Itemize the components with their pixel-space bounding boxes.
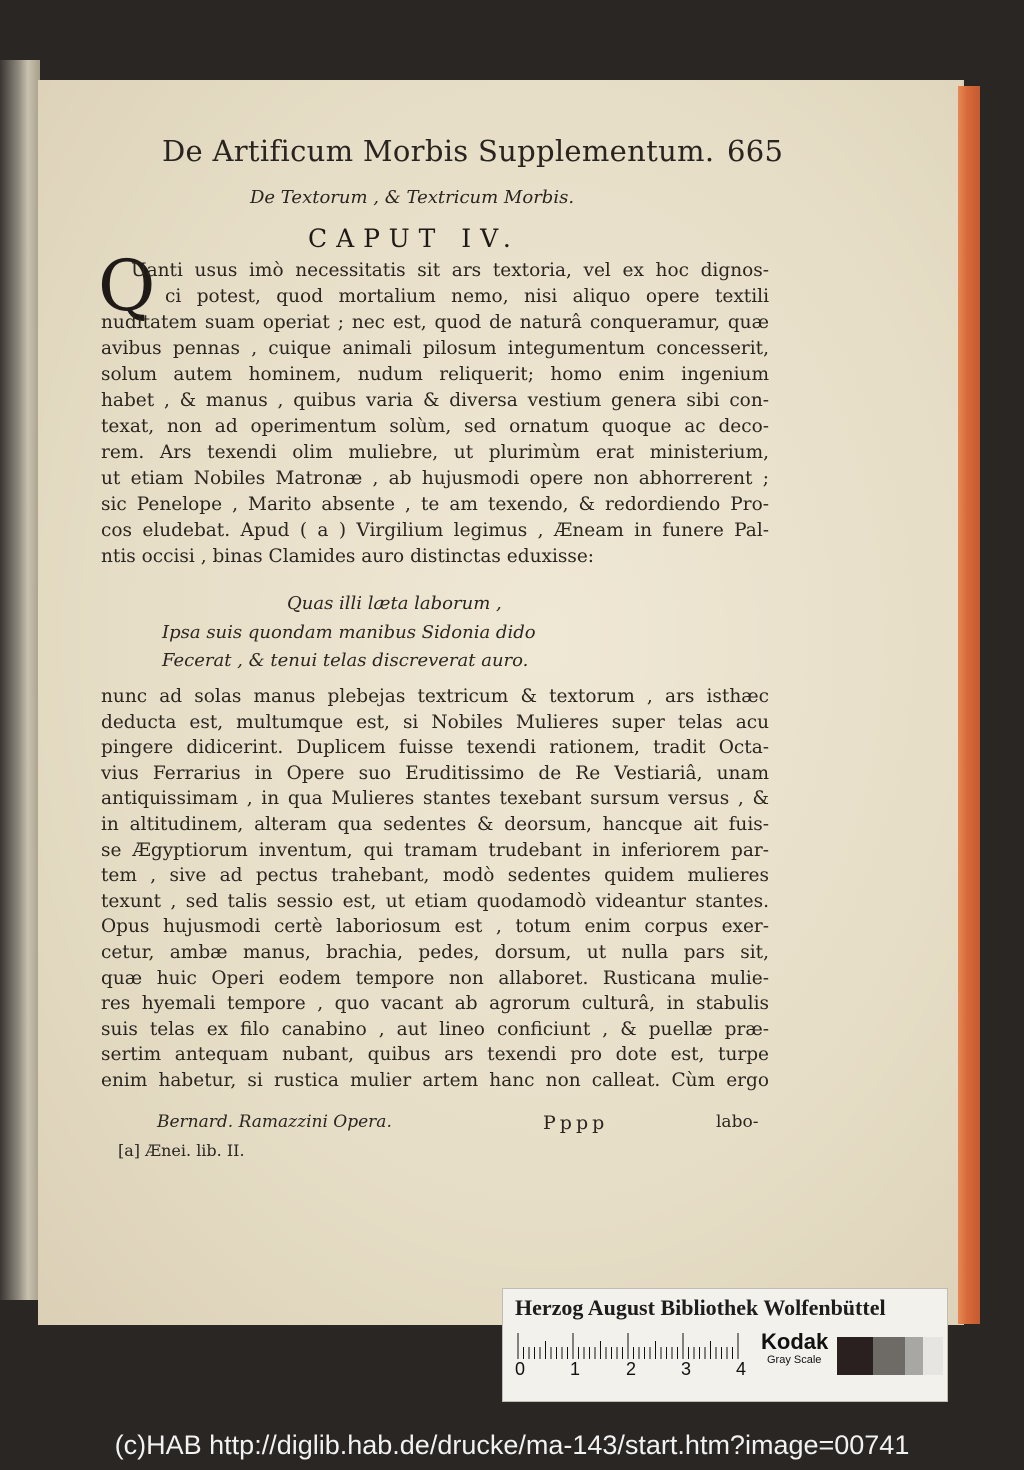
library-name: Herzog August Bibliothek Wolfenbüttel	[515, 1295, 886, 1320]
page-fore-edge	[958, 86, 980, 1324]
verse-line: Fecerat , & tenui telas discreverat auro.	[162, 650, 529, 671]
paragraph-2	[101, 684, 769, 1094]
text-line: nunc ad solas manus plebejas textricum & textorum , ars isthæc	[101, 686, 769, 707]
gray-swatch-light	[923, 1337, 943, 1375]
text-line: nuditatem suam operiat ; nec est, quod de naturâ conqueramur, quæ	[101, 312, 769, 333]
signature-mark: Pppp	[543, 1112, 609, 1134]
gray-swatch-mid	[905, 1337, 923, 1375]
ruler-scale	[517, 1333, 739, 1359]
text-line: ut etiam Nobiles Matronæ , ab hujusmodi opere non abhorrerent ;	[101, 468, 769, 489]
text-line: in altitudinem, alteram qua sedentes & deorsum, hancque ait fuis-	[101, 813, 769, 835]
text-line: vius Ferrarius in Opere suo Eruditissimo de Re Vestiariâ, unam	[101, 762, 769, 784]
text-line: res hyemali tempore , quo vacant ab agrorum culturâ, in stabulis	[101, 993, 769, 1015]
running-title: De Artificum Morbis Supplementum.	[162, 134, 715, 168]
ruler-number: 4	[736, 1359, 747, 1379]
source-url: (c)HAB http://diglib.hab.de/drucke/ma-143/start.htm?image=00741	[114, 1430, 910, 1460]
text-line: sic Penelope , Marito absente , te am texendo, & redordiendo Pro-	[101, 494, 769, 515]
ruler-number: 3	[681, 1359, 692, 1379]
chapter-heading: CAPUT IV.	[308, 224, 520, 253]
text-line: texat, non ad operimentum solùm, sed ornatum quoque ac deco-	[101, 416, 769, 437]
ruler-number: 1	[570, 1359, 581, 1379]
text-line: deducta est, multumque est, si Nobiles Mulieres super telas acu	[101, 711, 769, 733]
paragraph-1	[101, 258, 769, 570]
text-line: se Ægyptiorum inventum, qui tramam trudebant in inferiorem par-	[101, 839, 769, 861]
signature-author: Bernard. Ramazzini Opera.	[157, 1112, 392, 1132]
book-spine-edge	[0, 60, 40, 1300]
text-line: suis telas ex filo canabino , aut lineo conficiunt , & puellæ præ-	[101, 1018, 769, 1040]
verse-line: Quas illi læta laborum ,	[287, 593, 502, 614]
ruler-number: 2	[626, 1359, 637, 1379]
gray-swatch-dark	[873, 1337, 905, 1375]
text-line: tem , sive ad pectus trahebant, modò sedentes quidem mulieres	[101, 865, 769, 887]
section-subtitle: De Textorum , & Textricum Morbis.	[250, 187, 575, 208]
ruler-number: 0	[515, 1359, 526, 1379]
text-line: cos eludebat. Apud ( a ) Virgilium legimus , Æneam in funere Pal-	[101, 520, 769, 541]
text-line: Uanti usus imò necessitatis sit ars textoria, vel ex hoc dignos-	[131, 260, 769, 281]
catchword: labo-	[716, 1112, 759, 1132]
text-line: enim habetur, si rustica mulier artem hanc non calleat. Cùm ergo	[101, 1069, 769, 1091]
drop-cap: Q	[98, 245, 156, 327]
text-line: rem. Ars texendi olim muliebre, ut plurimùm erat ministerium,	[101, 442, 769, 463]
running-header	[162, 134, 812, 168]
verse-line: Ipsa suis quondam manibus Sidonia dido	[162, 622, 536, 643]
color-calibration-card	[502, 1288, 948, 1402]
text-line: ntis occisi , binas Clamides auro distinctas eduxisse:	[101, 546, 595, 567]
text-line: ci potest, quod mortalium nemo, nisi aliquo opere textili	[165, 286, 769, 307]
text-line: texunt , sed talis sessio est, ut etiam quodamodò videantur stantes.	[101, 890, 769, 912]
text-line: avibus pennas , cuique animali pilosum integumentum concesserit,	[101, 338, 769, 359]
text-line: solum autem hominem, nudum reliquerit; homo enim ingenium	[101, 364, 769, 385]
text-line: habet , & manus , quibus varia & diversa vestium genera sibi con-	[101, 390, 769, 411]
text-line: cetur, ambæ manus, brachia, pedes, dorsum, ut nulla pars sit,	[101, 941, 769, 963]
text-line: antiquissimam , in qua Mulieres stantes texebant sursum versus , &	[101, 788, 769, 810]
gray-swatch-black	[837, 1337, 873, 1375]
text-line: Opus hujusmodi certè laboriosum est , totum enim corpus exer-	[101, 916, 769, 938]
footnote: [a] Ænei. lib. II.	[118, 1141, 245, 1160]
text-line: quæ huic Operi eodem tempore non allaboret. Rusticana mulie-	[101, 967, 769, 989]
kodak-logo: Kodak	[761, 1329, 829, 1354]
page-number: 665	[727, 134, 784, 168]
text-line: sertim antequam nubant, quibus ars texendi pro dote est, turpe	[101, 1044, 769, 1066]
text-line: pingere didicerint. Duplicem fuisse texendi rationem, tradit Octa-	[101, 737, 769, 759]
gray-scale-label: Gray Scale	[767, 1354, 822, 1366]
